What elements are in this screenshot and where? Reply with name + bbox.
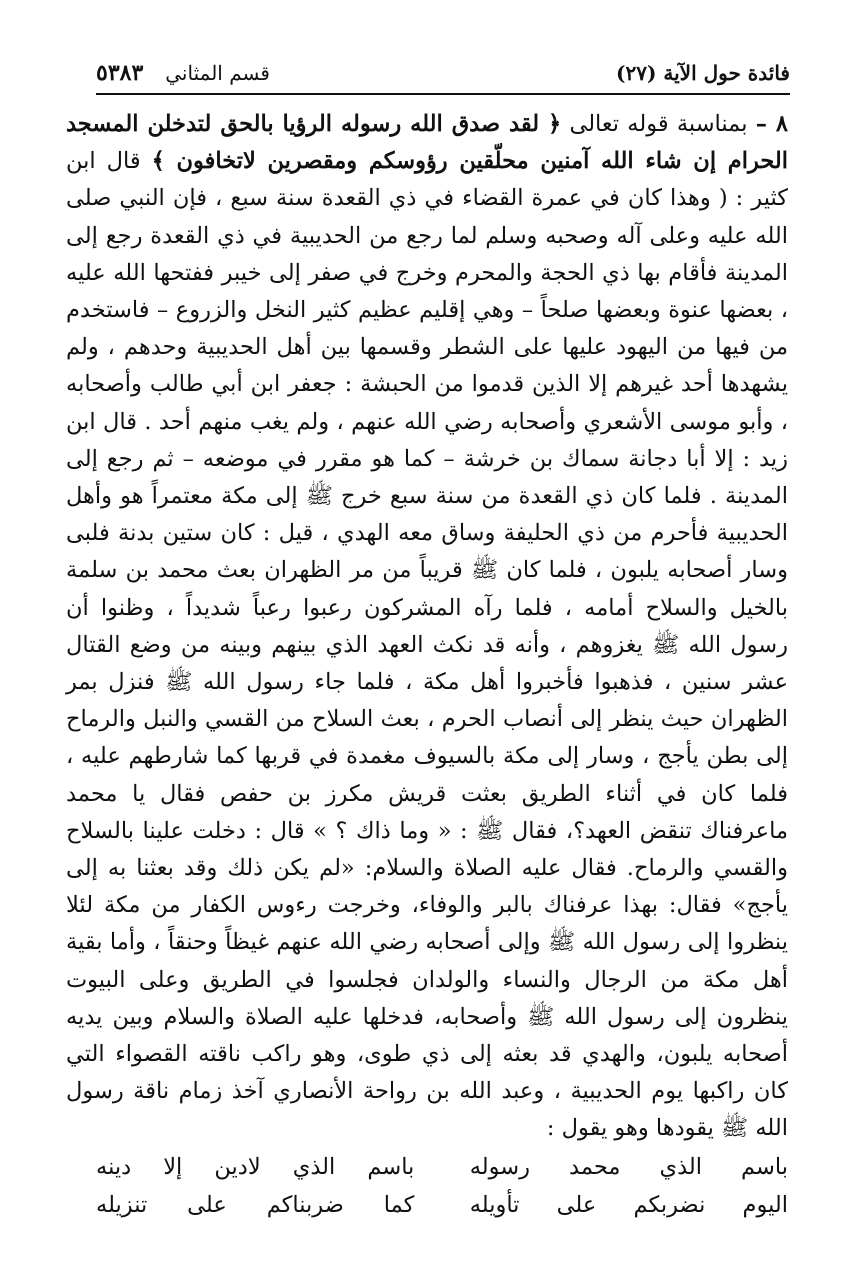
poem-hemistich: باسم الذي لادين إلا دينه bbox=[96, 1154, 415, 1180]
commentary-text: قال ابن كثير : ( وهذا كان في عمرة القضاء في ذي القعدة سنة سبع ، فإن النبي صلى الله عليه وعلى آله وصحبه وسلم لما رجع من الحديبية في ذي القعدة رجع إلى المدينة فأقام بها ذي الحجة والمحرم وخرج في صفر إلى خيبر ففتحها الله عليه ، بعضها عنوة وبعضها صلحاً – وهي إقليم عظيم كثير النخل والزروع – فاستخدم من فيها من اليهود عليها على الشطر وقسمها بين أهل الحديبية وحدهم ، ولم يشهدها أحد غيرهم إلا الذين قدموا من الحبشة : جعفر ابن أبي طالب وأصحابه ، وأبو موسى الأشعري وأصحابه رضي الله عنهم ، ولم يغب منهم أحد . قال ابن زيد : إلا أبا دجانة سماك بن خرشة – كما هو مقرر في موضعه – ثم رجع إلى المدينة . فلما كان ذي القعدة من سنة سبع خرج ﷺ إلى مكة معتمراً هو وأهل الحديبية فأحرم من ذي الحليفة وساق معه الهدي ، قيل : كان ستين بدنة فلبى وسار أصحابه يلبون ، فلما كان ﷺ قريباً من مر الظهران بعث محمد بن سلمة بالخيل والسلاح أمامه ، فلما رآه المشركون رعبوا رعباً شديداً ، وظنوا أن رسول الله ﷺ يغزوهم ، وأنه قد نكث العهد الذي بينهم وبينه من وضع القتال عشر سنين ، فذهبوا فأخبروا أهل مكة ، فلما جاء رسول الله ﷺ فنزل بمر الظهران حيث ينظر إلى أنصاب الحرم ، بعث السلاح من القسي والنبل والرماح إلى بطن يأجج ، وسار إلى مكة بالسيوف مغمدة في قربها كما شارطهم عليه ، فلما كان في أثناء الطريق بعثت قريش مكرز بن حفص فقال يا محمد ماعرفناك تنقض العهد؟، فقال ﷺ : « وما ذاك ؟ » قال : دخلت علينا بالسلاح والقسي والرماح. فقال عليه الصلاة والسلام: «لم يكن ذلك وقد بعثنا به إلى يأجج» فقال: بهذا عرفناك بالبر والوفاء، وخرجت رءوس الكفار من مكة لئلا ينظروا إلى رسول الله ﷺ وإلى أصحابه رضي الله عنهم غيظاً وحنقاً ، وأما بقية أهل مكة من الرجال والنساء والولدان فجلسوا في الطريق وعلى البيوت ينظرون إلى رسول الله ﷺ وأصحابه، فدخلها عليه الصلاة والسلام وبين يديه أصحابه يلبون، والهدي قد بعثه إلى ذي طوى، وهو راكب ناقته القصواء التي كان راكبها يوم الحديبية ، وعبد الله بن رواحة الأنصاري آخذ زمام ناقة رسول الله ﷺ يقودها وهو يقول : bbox=[66, 148, 788, 1142]
poem-hemistich: كما ضربناكم على تنزيله bbox=[96, 1192, 415, 1218]
item-number: ٨ – bbox=[755, 111, 789, 137]
header-left bbox=[96, 60, 270, 86]
section-name: قسم المثاني bbox=[165, 61, 270, 85]
running-title: فائدة حول الآية (٢٧) bbox=[616, 61, 790, 85]
poem-line bbox=[96, 1148, 788, 1186]
intro-text: بمناسبة قوله تعالى bbox=[569, 111, 748, 137]
paragraph bbox=[66, 106, 788, 1148]
poem-line bbox=[96, 1186, 788, 1224]
page-header bbox=[96, 56, 790, 90]
poem-hemistich: اليوم نضربكم على تأويله bbox=[469, 1192, 788, 1218]
poem-hemistich: باسم الذي محمد رسوله bbox=[469, 1154, 788, 1180]
body-text bbox=[66, 106, 788, 1148]
page-number: ٥٣٨٣ bbox=[96, 60, 144, 86]
poem bbox=[96, 1148, 788, 1224]
header-divider bbox=[96, 93, 790, 95]
quranic-verse: ﴿ لقد صدق الله رسوله الرؤيا بالحق لتدخلن المسجد الحرام إن شاء الله آمنين محلّقين رؤوسكم ومقصرين لاتخافون ﴾ bbox=[66, 111, 788, 175]
